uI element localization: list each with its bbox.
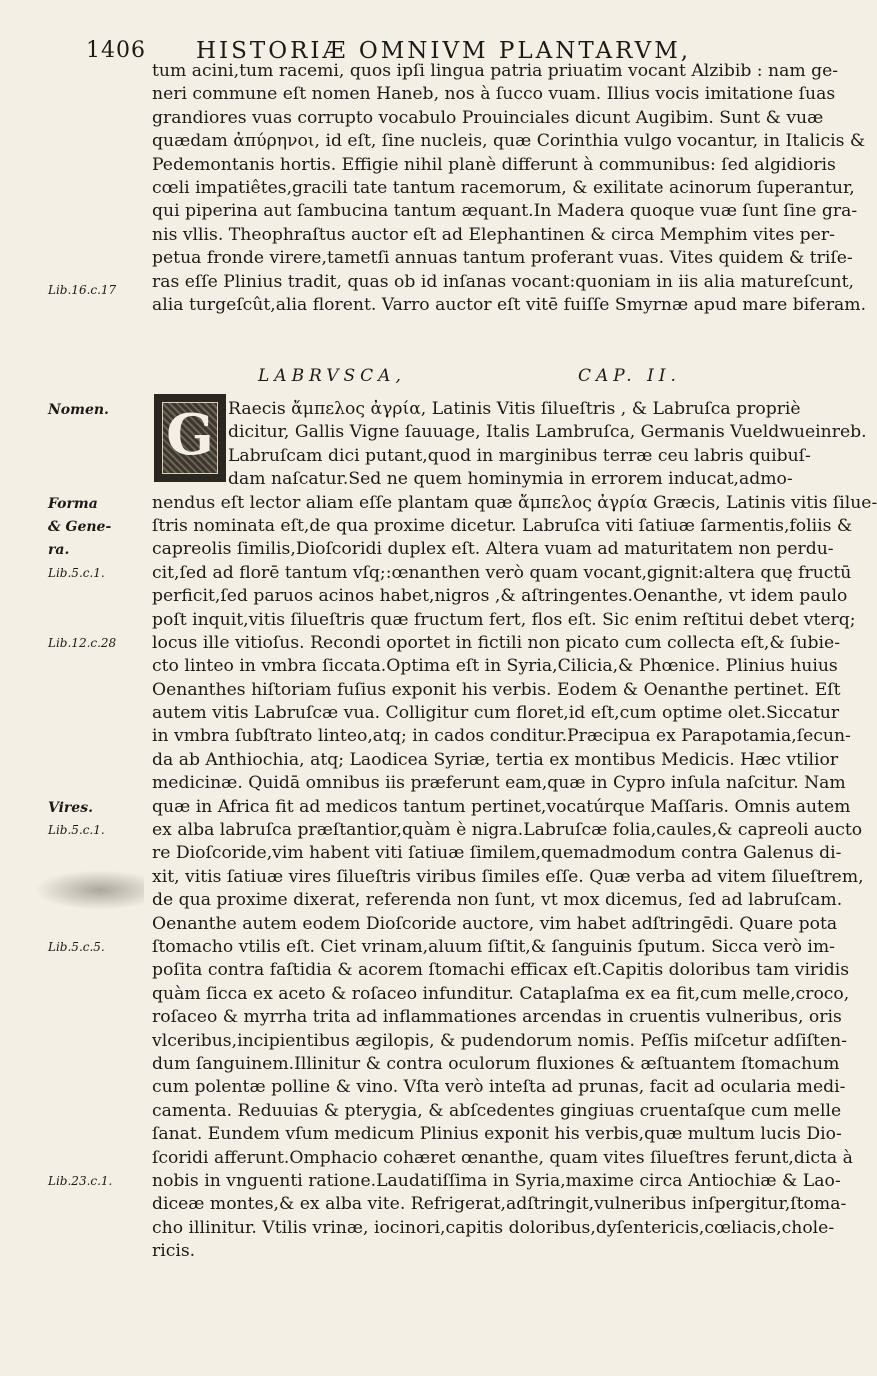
paragraph-labrusca	[152, 398, 877, 1263]
margin-reference: Lib.23.c.1.	[48, 1174, 113, 1188]
text-line: qui piperina aut ſambucina tantum æquant.In Madera quoque vuæ ſunt ſine gra-	[152, 201, 858, 222]
text-line: quàm ſicca ex aceto & roſaceo infunditur. Cataplaſma ex ea fit,cum melle,croco,	[152, 983, 850, 1004]
text-line: Oenanthe autem eodem Dioſcoride auctore, vim habet adſtringēdi. Quare pota	[152, 913, 838, 934]
text-line: ricis.	[152, 1241, 196, 1262]
text-line: locus ille vitioſus. Recondi oportet in fictili non picato cum collecta eſt,& ſubie-	[152, 632, 841, 653]
text-line: poſt inquit,vitis ſilueſtris quæ fructum fert, flos eſt. Sic enim reſtitui debet vterq;	[152, 609, 856, 630]
text-line: quædam ἀπύρηνοι, id eſt, ſine nucleis, quæ Corinthia vulgo vocantur, in Italicis &	[152, 131, 866, 152]
margin-reference: Lib.12.c.28	[48, 636, 117, 650]
initial-letter: G	[166, 402, 214, 468]
text-line: cho illinitur. Vtilis vrinæ, iocinori,capitis doloribus,dyſentericis,cœliacis,chole-	[152, 1217, 835, 1238]
text-line: neri commune eſt nomen Haneb, nos à ſucco vuam. Illius vocis imitatione ſuas	[152, 84, 836, 105]
text-line: cit,ſed ad florē tantum vſq;:œnanthen verò quam vocant,gignit:altera quę fructū	[152, 562, 852, 583]
text-line: re Dioſcoride,vim habent viti ſatiuæ ſimilem,quemadmodum contra Galenus di-	[152, 843, 842, 864]
text-line: cœli impatiêtes,gracili tate tantum racemorum, & exilitate acinorum ſuperantur,	[152, 177, 855, 198]
text-line: nobis in vnguenti ratione.Laudatiſſima in Syria,maxime circa Antiochiæ & Lao-	[152, 1170, 841, 1191]
running-title: HISTORIÆ OMNIVM PLANTARVM,	[196, 38, 692, 64]
text-line: de qua proxime dixerat, referenda non ſunt, vt mox dicemus, ſed ad labruſcam.	[152, 890, 843, 911]
chapter-heading	[258, 366, 681, 386]
text-line: poſita contra faſtidia & acorem ſtomachi efficax eſt.Capitis doloribus tam viridis	[152, 960, 850, 981]
text-line: camenta. Reduuias & pterygia, & abſcedentes gingiuas cruentaſque cum melle	[152, 1100, 842, 1121]
text-line: medicinæ. Quidā omnibus iis præferunt eam,quæ in Cypro inſula naſcitur. Nam	[152, 773, 846, 794]
margin-genera-cont: ra.	[48, 542, 70, 558]
text-line: dicitur, Gallis Vigne ſauuage, Italis Lambruſca, Germanis Vueldwueinreb.	[228, 422, 867, 443]
text-line: ras eſſe Plinius tradit, quas ob id inſanas vocant:quoniam in iis alia matureſcunt,	[152, 271, 854, 292]
text-line: dum ſanguinem.Illinitur & contra oculorum fluxiones & æſtuantem ſtomachum	[152, 1053, 840, 1074]
text-line: Pedemontanis hortis. Effigie nihil planè differunt à communibus: ſed algidioris	[152, 154, 836, 175]
page-number: 1406	[86, 38, 146, 63]
text-line: da ab Anthiochia, atq; Laodicea Syriæ, tertia ex montibus Medicis. Hæc vtilior	[152, 749, 839, 770]
margin-reference: Lib.16.c.17	[48, 283, 117, 297]
text-line: roſaceo & myrrha trita ad inflammationes arcendas in cruentis vulneribus, oris	[152, 1007, 842, 1028]
chapter-title: LABRVSCA,	[258, 366, 406, 386]
text-line: ex alba labruſca præſtantior,quàm è nigra.Labruſcæ folia,caules,& capreoli aucto	[152, 820, 863, 841]
text-line: perficit,ſed paruos acinos habet,nigros ,& aſtringentes.Oenanthe, vt idem paulo	[152, 586, 848, 607]
margin-reference: Lib.5.c.1.	[48, 823, 105, 837]
text-line: grandiores vuas corrupto vocabulo Prouinciales dicunt Augibim. Sunt & vuæ	[152, 107, 824, 128]
margin-vires: Vires.	[48, 800, 93, 816]
text-line: autem vitis Labruſcæ vua. Colligitur cum floret,id eſt,cum optime olet.Siccatur	[152, 703, 840, 724]
text-line: ſtris nominata eſt,de qua proxime dicetur. Labruſca viti ſatiuæ ſarmentis,foliis &	[152, 515, 853, 536]
ink-stain	[34, 870, 144, 910]
chapter-number: CAP. II.	[578, 366, 681, 386]
paragraph-vites	[152, 60, 867, 317]
text-line: dam naſcatur.Sed ne quem hominymia in errorem inducat,admo-	[228, 469, 793, 490]
text-line: ſanat. Eundem vſum medicum Plinius exponit his verbis,quæ multum lucis Dio-	[152, 1124, 842, 1145]
margin-forma: Forma	[48, 496, 98, 512]
margin-genera: & Gene-	[48, 519, 112, 535]
text-line: ſcoridi afferunt.Omphacio cohæret œnanthe, quam vites ſilueſtres ferunt,dicta à	[152, 1147, 853, 1168]
text-line: nis vllis. Theophraſtus auctor eſt ad Elephantinen & circa Memphim vites per-	[152, 224, 835, 245]
margin-reference: Lib.5.c.1.	[48, 566, 105, 580]
text-line: ſtomacho vtilis eſt. Ciet vrinam,aluum ſiſtit,& ſanguinis ſputum. Sicca verò im-	[152, 936, 835, 957]
text-line: cto linteo in vmbra ſiccata.Optima eſt in Syria,Cilicia,& Phœnice. Plinius huius	[152, 656, 838, 677]
text-line: petua fronde virere,tametſi annuas tantum proferant vuas. Vites quidem & triſe-	[152, 248, 853, 269]
text-line: Labruſcam dici putant,quod in marginibus terræ ceu labris quibuſ-	[228, 445, 811, 466]
text-line: in vmbra ſubſtrato linteo,atq; in cados conditur.Præcipua ex Parapotamia,ſecun-	[152, 726, 851, 747]
margin-nomen: Nomen.	[48, 402, 109, 418]
text-line: tum acini,tum racemi, quos ipſi lingua patria priuatim vocant Alzibib : nam ge-	[152, 61, 839, 81]
text-line: nendus eſt lector aliam eſſe plantam quæ ἄμπελος ἀγρία Græcis, Latinis vitis ſilue-	[152, 492, 877, 513]
text-line: alia turgeſcût,alia florent. Varro auctor eſt vitē fuiſſe Smyrnæ apud mare biferam.	[152, 294, 867, 315]
text-line: xit, vitis ſatiuæ vires ſilueſtris viribus ſimiles eſſe. Quæ verba ad vitem ſilueſtrem,	[152, 866, 864, 887]
margin-reference: Lib.5.c.5.	[48, 940, 105, 954]
text-line: Raecis ἄμπελος ἀγρία, Latinis Vitis ſilueſtris , & Labruſca propriè	[228, 399, 801, 419]
text-line: capreolis ſimilis,Dioſcoridi duplex eſt. Altera vuam ad maturitatem non perdu-	[152, 539, 834, 560]
text-line: quæ in Africa fit ad medicos tantum pertinet,vocatúrque Maſſaris. Omnis autem	[152, 796, 851, 817]
text-line: cum polentæ polline & vino. Vſta verò inteſta ad prunas, facit ad ocularia medi-	[152, 1077, 846, 1098]
text-line: vlceribus,incipientibus ægilopis, & pudendorum nomis. Peſſis miſcetur adſiſten-	[152, 1030, 847, 1051]
text-line: diceæ montes,& ex alba vite. Refrigerat,adſtringit,vulneribus inſpergitur,ſtoma-	[152, 1194, 847, 1215]
text-line: Oenanthes hiſtoriam fuſius exponit his verbis. Eodem & Oenanthe pertinet. Eſt	[152, 679, 841, 700]
